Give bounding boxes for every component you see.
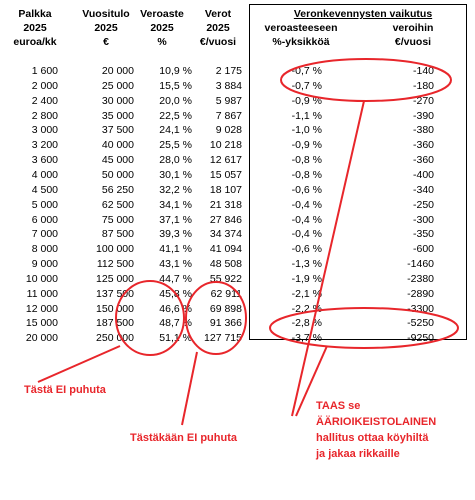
cell-veroaste: 41,1 % xyxy=(159,243,192,256)
cell-veroihin: -400 xyxy=(412,168,434,181)
cell-verot: 5 987 xyxy=(215,94,242,107)
cell-verot: 7 867 xyxy=(215,109,242,122)
cell-veroasteeseen: -1,0 % xyxy=(291,124,322,137)
header-veroaste-line3: % xyxy=(157,36,167,48)
cell-palkka: 2 400 xyxy=(31,94,58,107)
cell-palkka: 20 000 xyxy=(25,332,58,345)
cell-veroihin: -390 xyxy=(412,109,434,122)
cell-veroihin: -270 xyxy=(412,94,434,107)
cell-palkka: 3 600 xyxy=(31,154,58,167)
cell-veroaste: 45,8 % xyxy=(159,287,192,300)
cell-verot: 62 911 xyxy=(210,287,242,300)
cell-veroihin: -250 xyxy=(412,198,434,211)
cell-vuositulo: 87 500 xyxy=(101,228,134,241)
cell-vuositulo: 137 500 xyxy=(96,287,134,300)
cell-veroaste: 15,5 % xyxy=(159,79,192,92)
cell-palkka: 3 000 xyxy=(31,124,58,137)
cell-vuositulo: 35 000 xyxy=(101,109,134,122)
cell-verot: 2 175 xyxy=(215,65,242,77)
cell-verot: 48 508 xyxy=(209,258,242,271)
note-right-line1: TAAS se xyxy=(316,400,361,412)
header-veroaste-line1: Veroaste xyxy=(140,8,184,20)
cell-verot: 41 094 xyxy=(209,243,242,256)
cell-verot: 27 846 xyxy=(209,213,242,226)
cell-veroaste: 22,5 % xyxy=(159,109,192,122)
cell-veroasteeseen: -1,9 % xyxy=(291,272,322,285)
cell-palkka: 8 000 xyxy=(31,243,58,256)
cell-verot: 3 884 xyxy=(215,79,242,92)
cell-veroasteeseen: -0,4 % xyxy=(291,198,322,211)
highlight-ellipse-top-rows xyxy=(281,59,451,101)
cell-veroihin: -9250 xyxy=(407,332,434,345)
cell-veroasteeseen: -0,9 % xyxy=(291,139,322,152)
cell-veroasteeseen: -0,8 % xyxy=(291,154,322,167)
cell-verot: 12 617 xyxy=(209,154,242,167)
highlight-ellipse-bottom-rows xyxy=(270,308,458,348)
cell-verot: 69 898 xyxy=(209,302,242,315)
cell-vuositulo: 50 000 xyxy=(101,168,134,181)
header-vuositulo-line1: Vuositulo xyxy=(82,8,130,20)
cell-veroaste: 28,0 % xyxy=(159,154,192,167)
cell-veroaste: 25,5 % xyxy=(159,139,192,152)
header-vuositulo-line2: 2025 xyxy=(94,22,118,34)
cell-vuositulo: 56 250 xyxy=(101,183,134,196)
cell-palkka: 10 000 xyxy=(25,272,58,285)
header-palkka-line2: 2025 xyxy=(23,22,47,34)
note-middle: Tästäkään EI puhuta xyxy=(130,432,237,444)
cell-veroasteeseen: -0,7 % xyxy=(291,65,322,77)
cell-vuositulo: 75 000 xyxy=(101,213,134,226)
cell-veroasteeseen: -2,8 % xyxy=(291,317,322,330)
cell-veroasteeseen: -0,6 % xyxy=(291,183,322,196)
cell-vuositulo: 100 000 xyxy=(96,243,134,256)
cell-vuositulo: 125 000 xyxy=(96,272,134,285)
cell-vuositulo: 20 000 xyxy=(101,65,134,77)
cell-palkka: 7 000 xyxy=(31,228,58,241)
cell-vuositulo: 40 000 xyxy=(101,139,134,152)
cell-verot: 15 057 xyxy=(209,168,242,181)
cell-verot: 9 028 xyxy=(215,124,242,137)
highlight-ellipse-veroaste xyxy=(116,281,184,355)
cell-verot: 18 107 xyxy=(209,183,242,196)
cell-veroihin: -340 xyxy=(412,183,434,196)
cell-veroasteeseen: -0,9 % xyxy=(291,94,322,107)
note-right-line3: hallitus ottaa köyhiltä xyxy=(316,432,429,444)
header-veroasteeseen-line2: %-yksikköä xyxy=(272,36,330,48)
cell-palkka: 2 000 xyxy=(31,79,58,92)
cell-veroihin: -2890 xyxy=(407,287,434,300)
cell-vuositulo: 250 000 xyxy=(96,332,134,345)
cell-verot: 34 374 xyxy=(209,228,242,241)
cell-palkka: 6 000 xyxy=(31,213,58,226)
cell-palkka: 9 000 xyxy=(31,258,58,271)
cell-veroaste: 34,1 % xyxy=(159,198,192,211)
cell-veroaste: 51,1 % xyxy=(159,332,192,345)
note-left: Tästä EI puhuta xyxy=(24,384,106,396)
cell-palkka: 3 200 xyxy=(31,139,58,152)
cell-veroaste: 32,2 % xyxy=(159,183,192,196)
cell-veroasteeseen: -0,4 % xyxy=(291,213,322,226)
cell-palkka: 1 600 xyxy=(31,65,58,77)
cell-veroihin: -360 xyxy=(412,139,434,152)
cell-veroaste: 43,1 % xyxy=(159,258,192,271)
cell-veroasteeseen: -2,1 % xyxy=(291,287,322,300)
header-veroasteeseen-line1: veroasteeseen xyxy=(264,22,338,34)
cell-verot: 127 715 xyxy=(204,332,242,345)
cell-veroihin: -5250 xyxy=(407,317,434,330)
cell-veroihin: -1460 xyxy=(407,258,434,271)
header-verot-line1: Verot xyxy=(204,8,232,20)
cell-veroasteeseen: -1,3 % xyxy=(291,258,322,271)
cell-veroasteeseen: -2,2 % xyxy=(291,302,322,315)
cell-palkka: 15 000 xyxy=(25,317,58,330)
pointer-line-left xyxy=(38,346,120,382)
cell-veroaste: 10,9 % xyxy=(159,65,192,77)
cell-veroaste: 48,7 % xyxy=(159,317,192,330)
header-verot-line2: 2025 xyxy=(206,22,230,34)
header-palkka-line3: euroa/kk xyxy=(13,36,57,48)
cell-veroihin: -360 xyxy=(412,154,434,167)
note-right xyxy=(316,398,436,462)
box-title: Veronkevennysten vaikutus xyxy=(293,8,433,20)
cell-veroasteeseen: -1,1 % xyxy=(291,109,322,122)
cell-vuositulo: 25 000 xyxy=(101,79,134,92)
header-verot-line3: €/vuosi xyxy=(199,36,237,48)
cell-vuositulo: 112 500 xyxy=(96,258,134,271)
cell-veroihin: -180 xyxy=(412,79,434,92)
cell-veroihin: -140 xyxy=(412,65,434,77)
cell-palkka: 11 000 xyxy=(26,287,58,300)
cell-veroihin: -2380 xyxy=(407,272,434,285)
cell-verot: 55 922 xyxy=(209,272,242,285)
cell-veroihin: -350 xyxy=(412,228,434,241)
cell-vuositulo: 150 000 xyxy=(96,302,134,315)
cell-veroasteeseen: -0,8 % xyxy=(291,168,322,181)
cell-veroaste: 37,1 % xyxy=(159,213,192,226)
cell-veroihin: -600 xyxy=(412,243,434,256)
header-vuositulo-line3: € xyxy=(103,36,109,48)
cell-vuositulo: 45 000 xyxy=(101,154,134,167)
cell-veroasteeseen: -0,7 % xyxy=(291,79,322,92)
cell-palkka: 4 000 xyxy=(31,168,58,181)
header-palkka-line1: Palkka xyxy=(18,8,52,20)
cell-palkka: 12 000 xyxy=(25,302,58,315)
cell-veroasteeseen: -0,6 % xyxy=(291,243,322,256)
cell-vuositulo: 187 500 xyxy=(96,317,134,330)
pointer-line-right-a xyxy=(292,101,364,416)
cell-veroaste: 30,1 % xyxy=(159,168,192,181)
cell-verot: 21 318 xyxy=(209,198,242,211)
cell-palkka: 5 000 xyxy=(31,198,58,211)
cell-palkka: 2 800 xyxy=(31,109,58,122)
cell-veroihin: -300 xyxy=(412,213,434,226)
cell-verot: 91 366 xyxy=(209,317,242,330)
cell-veroihin: -3300 xyxy=(407,302,434,315)
cell-veroaste: 44,7 % xyxy=(159,272,192,285)
highlight-ellipse-verot xyxy=(186,282,246,354)
cell-veroaste: 24,1 % xyxy=(159,124,192,137)
pointer-line-middle xyxy=(182,352,197,425)
header-veroihin-line2: €/vuosi xyxy=(394,36,432,48)
header-veroaste-line2: 2025 xyxy=(150,22,174,34)
cell-veroaste: 20,0 % xyxy=(159,94,192,107)
cell-veroihin: -380 xyxy=(412,124,434,137)
cell-vuositulo: 62 500 xyxy=(101,198,134,211)
cell-veroaste: 39,3 % xyxy=(159,228,192,241)
cell-verot: 10 218 xyxy=(209,139,242,152)
cell-veroaste: 46,6 % xyxy=(159,302,192,315)
note-right-line2: ÄÄRIOIKEISTOLAINEN xyxy=(316,416,437,428)
cell-palkka: 4 500 xyxy=(31,183,58,196)
note-right-line4: ja jakaa rikkaille xyxy=(316,448,400,460)
cell-vuositulo: 30 000 xyxy=(101,94,134,107)
cell-veroasteeseen: -0,4 % xyxy=(291,228,322,241)
header-veroihin-line1: veroihin xyxy=(392,22,434,34)
cell-veroasteeseen: -3,7 % xyxy=(291,332,322,345)
cell-vuositulo: 37 500 xyxy=(101,124,134,137)
